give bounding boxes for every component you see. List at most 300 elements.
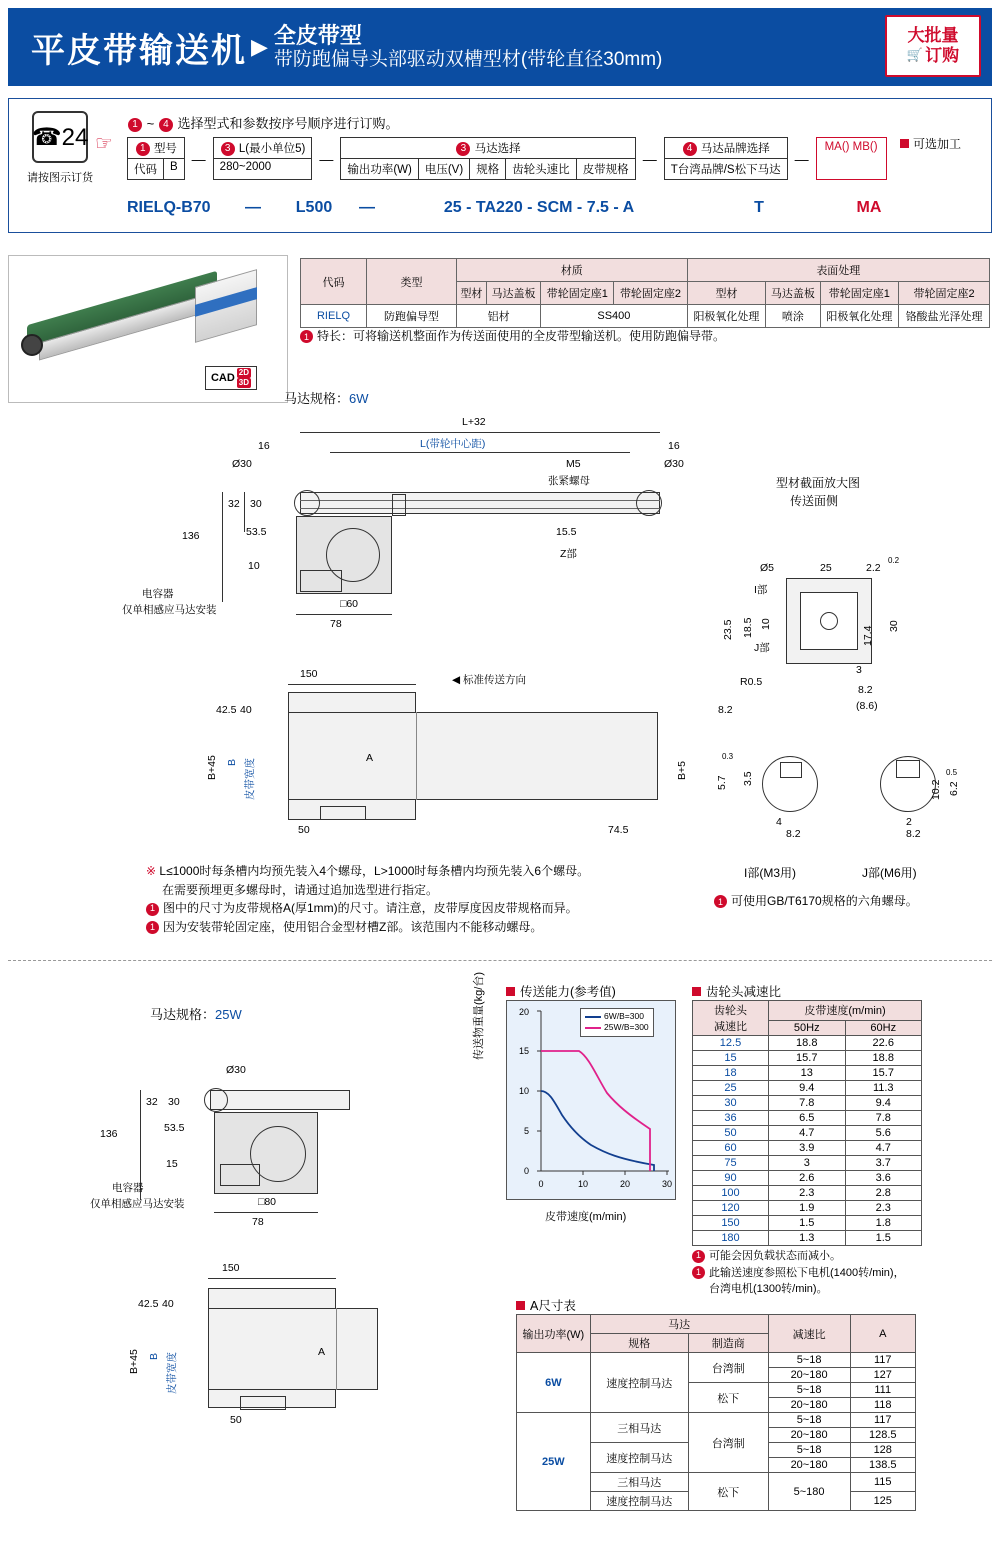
- mt-h2-7: 带轮固定座2: [899, 282, 990, 305]
- dim-dia30-right: Ø30: [664, 458, 684, 470]
- param-group-model: [127, 137, 185, 180]
- dim-16-right: 16: [668, 440, 680, 452]
- top-view-belt: [288, 712, 658, 800]
- legend-item-6w: [585, 1011, 649, 1022]
- svg-text:10: 10: [518, 1086, 529, 1096]
- motor-spec-label-6w: 马达规格：: [284, 391, 350, 406]
- dim-l-center: [420, 436, 485, 451]
- note-row-3: [146, 899, 589, 918]
- ratio-table-title: [692, 982, 781, 1000]
- square-bullet-icon-a: [516, 1301, 525, 1310]
- ratio-12-2: 1.8: [845, 1216, 922, 1231]
- ratio-13-0: 180: [693, 1231, 769, 1246]
- table-row: [693, 1231, 922, 1246]
- dim-15-5: 15.5: [556, 526, 577, 538]
- phone-order-icon-block: [23, 111, 97, 185]
- order-code-panel: [8, 98, 992, 233]
- param-group-length-title: L(最小单位5): [238, 143, 306, 155]
- ratio-3-0: 25: [693, 1081, 769, 1096]
- dim-50: 50: [298, 824, 310, 836]
- capacitor-note-2: 仅单相感应马达安装: [122, 604, 217, 616]
- step-badge-model: 1: [136, 142, 150, 156]
- a-ratio-25w-1: 20~180: [768, 1428, 850, 1443]
- dash-2: —: [319, 150, 334, 167]
- ratio-5-0: 36: [693, 1111, 769, 1126]
- a-ratio-6w-2: 5~18: [768, 1383, 850, 1398]
- standard-direction-note: [452, 672, 526, 687]
- table-row: [693, 1141, 922, 1156]
- top-view-split-25w: [336, 1308, 337, 1390]
- top-view-belt-25w: [208, 1308, 378, 1390]
- ratio-9-0: 90: [693, 1171, 769, 1186]
- ratio-h-speed: 皮带速度(m/min): [769, 1001, 922, 1021]
- svg-text:0: 0: [538, 1179, 544, 1189]
- ratio-h-60hz: 60Hz: [845, 1020, 922, 1035]
- subtitle-line2: 带防跑偏导头部驱动双槽型材(带轮直径30mm): [273, 48, 663, 70]
- a-val-25w-0: 117: [850, 1413, 916, 1428]
- ratio-5-1: 6.5: [769, 1111, 846, 1126]
- dim-42-5: 42.5: [216, 704, 237, 716]
- a-maker-6w-ps: 松下: [688, 1383, 768, 1413]
- ratio-12-0: 150: [693, 1216, 769, 1231]
- dim-zbu: Z部: [560, 548, 577, 560]
- ratio-0-0: 12.5: [693, 1036, 769, 1051]
- i-part-label: I部(M3用): [744, 866, 796, 880]
- optional-process-label: [900, 135, 961, 152]
- note-text-2: 在需要预埋更多螺母时，请通过追加选型进行指定。: [162, 882, 439, 897]
- dim-line-150: [288, 684, 416, 685]
- badge-line2: 订购: [925, 46, 960, 65]
- dim25-b: B: [148, 1352, 160, 1360]
- ratio-6-1: 4.7: [769, 1126, 846, 1141]
- ratio-note-1-text: 可能会因负载状态而减小。: [709, 1250, 841, 1262]
- j-dim-8-2d: 8.2: [906, 828, 921, 840]
- mt-h2-2: 带轮固定座1: [541, 282, 614, 305]
- pulley-graphic: [21, 334, 43, 356]
- a-spec-25w-2: 速度控制马达: [590, 1443, 688, 1473]
- ratio-8-2: 3.7: [845, 1156, 922, 1171]
- mt-h-code: 代码: [301, 259, 367, 305]
- brand-cell: T台湾品牌/S松下马达: [670, 164, 781, 176]
- param-group-motor-head: [341, 138, 634, 159]
- subtitle-line1: 全皮带型: [273, 22, 362, 48]
- mt-h-type: 类型: [367, 259, 457, 305]
- table-row: [693, 1096, 922, 1111]
- profile-dim-2-2: 2.2: [866, 562, 881, 574]
- sample-order-code: [127, 199, 899, 217]
- a-dimension-table: [516, 1314, 916, 1511]
- param-group-brand-head: [665, 138, 787, 159]
- ratio-2-2: 15.7: [845, 1066, 922, 1081]
- code-model: RIELQ-B70: [127, 199, 211, 216]
- j-dim-6-2: 6.2: [948, 781, 960, 796]
- cart-icon: 🛒: [906, 47, 924, 63]
- dim-10: 10: [248, 560, 260, 572]
- dim-40: 40: [240, 704, 252, 716]
- i-dim-3-5: 3.5: [742, 771, 754, 786]
- motor-cell-spec: 规格: [469, 159, 505, 179]
- ratio-9-1: 2.6: [769, 1171, 846, 1186]
- top-view-foot: [320, 806, 366, 820]
- dim-53-5: 53.5: [246, 526, 267, 538]
- ratio-note-3: [692, 1281, 992, 1298]
- capacitor-note25-2: 仅单相感应马达安装: [90, 1198, 185, 1210]
- direction-arrow-icon: ◀: [452, 674, 461, 686]
- belt-line-bottom: [300, 508, 660, 509]
- svg-text:20: 20: [518, 1007, 529, 1017]
- ratio-0-2: 22.6: [845, 1036, 922, 1051]
- svg-text:5: 5: [523, 1126, 529, 1136]
- ratio-11-0: 120: [693, 1201, 769, 1216]
- ratio-h-gear-l1: 齿轮头: [714, 1005, 747, 1017]
- motor-spec-value-6w: 6W: [349, 391, 369, 406]
- cad-label: CAD: [210, 372, 235, 384]
- length-range-cell: 280~2000: [219, 161, 272, 173]
- mt-type: 防跑偏导型: [367, 305, 457, 328]
- a-maker-25w-ps: 松下: [688, 1473, 768, 1511]
- note-bullet-icon-4: 1: [692, 1250, 705, 1263]
- note-bullet-icon-3: 1: [146, 921, 159, 934]
- ratio-note-1: [692, 1248, 992, 1265]
- param-group-model-head: [128, 138, 184, 159]
- a-table-title-text: A尺寸表: [530, 1299, 576, 1313]
- dash-3: —: [642, 150, 657, 167]
- a-h-power: 输出功率(W): [517, 1315, 591, 1353]
- ratio-2-0: 18: [693, 1066, 769, 1081]
- dim-dia30-left: Ø30: [232, 458, 252, 470]
- direction-text: 标准传送方向: [463, 674, 526, 686]
- ratio-6-2: 5.6: [845, 1126, 922, 1141]
- step-badge-motor: 3: [456, 142, 470, 156]
- motor-cell-ratio: 齿轮头速比: [505, 159, 576, 179]
- legend-swatch-6w-icon: [585, 1016, 601, 1018]
- profile-dim-d5: Ø5: [760, 562, 775, 574]
- param-group-length: [213, 137, 313, 180]
- svg-text:30: 30: [661, 1179, 673, 1189]
- ratio-4-1: 7.8: [769, 1096, 846, 1111]
- mt-surf-1: 阳极氧化处理: [687, 305, 766, 328]
- product-photo: [8, 255, 288, 403]
- step-badge-length: 3: [221, 142, 235, 156]
- i-dim-4: 4: [776, 816, 782, 828]
- mt-surf-4: 铬酸盐光泽处理: [899, 305, 990, 328]
- ratio-11-2: 2.3: [845, 1201, 922, 1216]
- ratio-1-1: 15.7: [769, 1051, 846, 1066]
- table-row: [693, 1051, 922, 1066]
- table-row: [693, 1201, 922, 1216]
- a-ratio-6w-0: 5~18: [768, 1353, 850, 1368]
- title-arrow-icon: ▶: [251, 34, 268, 59]
- dim-150: 150: [300, 668, 318, 680]
- badge-line1: 大批量: [907, 26, 959, 46]
- dim25-40: 40: [162, 1298, 174, 1310]
- dim-b: B: [226, 758, 238, 766]
- profile-dim-30c: 30: [888, 620, 900, 632]
- z-part-box: [392, 494, 406, 516]
- dim-line-32: [244, 492, 245, 532]
- ratio-13-1: 1.3: [769, 1231, 846, 1246]
- cad-2d-tag: 2D: [238, 367, 250, 377]
- dim-line-l32: [300, 432, 660, 433]
- j-detail-slot: [896, 760, 920, 778]
- note-bullet-icon: 1: [300, 330, 313, 343]
- notes-block: [146, 862, 589, 936]
- material-table: [300, 258, 990, 328]
- a-ratio-25w-4: 5~180: [768, 1473, 850, 1511]
- square-bullet-icon: [900, 139, 909, 148]
- profile-j-part: J部: [754, 642, 770, 654]
- page-header: [8, 8, 992, 86]
- profile-dim-8-2a: 8.2: [858, 684, 873, 696]
- mt-h2-3: 带轮固定座2: [614, 282, 687, 305]
- dim25-line-78: [214, 1212, 318, 1213]
- dim-tension-nut: 张紧螺母: [548, 475, 590, 487]
- motor-cell-voltage: 电压(V): [418, 159, 469, 179]
- mt-h-surface: 表面处理: [687, 259, 989, 282]
- a-h-motor: 马达: [590, 1315, 768, 1334]
- svg-text:0: 0: [523, 1166, 529, 1176]
- pulley-25w: [204, 1088, 228, 1112]
- mt-surf-3: 阳极氧化处理: [820, 305, 899, 328]
- a-h-ratio: 减速比: [768, 1315, 850, 1353]
- table-row: [693, 1126, 922, 1141]
- ratio-note-3-text: 台湾电机(1300转/min)。: [709, 1283, 828, 1295]
- note-text-4: 因为安装带轮固定座，使用铝合金型材槽Z部。该范围内不能移动螺母。: [163, 919, 543, 934]
- a-ratio-25w-3: 20~180: [768, 1458, 850, 1473]
- dim-b5: B+5: [676, 761, 688, 780]
- dim25-dia30: Ø30: [226, 1064, 246, 1076]
- motor-spec-6w: [284, 388, 369, 407]
- param-group-brand: [664, 137, 788, 180]
- dim25-b45: B+45: [128, 1349, 140, 1374]
- pointing-hand-icon: ☞: [95, 133, 113, 155]
- a-header-row-1: [517, 1315, 916, 1334]
- asterisk-icon: ※: [146, 864, 157, 878]
- ratio-1-0: 15: [693, 1051, 769, 1066]
- table-row: [693, 1111, 922, 1126]
- dim25-15: 15: [166, 1158, 178, 1170]
- profile-tol-02: 0.2: [888, 556, 900, 565]
- param-group-motor: [340, 137, 635, 180]
- ratio-note-2-text: 此输送速度参照松下电机(1400转/min)，: [709, 1266, 905, 1279]
- dim-74-5: 74.5: [608, 824, 629, 836]
- profile-bore: [820, 612, 838, 630]
- dim-136: 136: [182, 530, 200, 542]
- section-divider: [8, 960, 992, 961]
- mt-mat-alum: 铝材: [457, 305, 541, 328]
- svg-text:20: 20: [619, 1179, 631, 1189]
- profile-dim-25: 25: [820, 562, 832, 574]
- ratio-4-2: 9.4: [845, 1096, 922, 1111]
- table-row: [693, 1066, 922, 1081]
- dim-line-136: [222, 492, 223, 602]
- mt-h-material: 材质: [457, 259, 688, 282]
- chart-title: [506, 982, 616, 1000]
- param-group-model-title: 型号: [153, 143, 177, 155]
- dim25-sq80: □80: [258, 1196, 277, 1208]
- table-row: [693, 1156, 922, 1171]
- dim-letter-a: A: [366, 752, 374, 764]
- dash-4: —: [794, 150, 809, 167]
- ratio-header-row-1: [693, 1001, 922, 1021]
- ratio-table-title-text: 齿轮头减速比: [706, 985, 782, 999]
- note-text-3: 图中的尺寸为皮带规格A(厚1mm)的尺寸。请注意，皮带厚度因皮带规格而异。: [163, 901, 578, 916]
- ratio-3-1: 9.4: [769, 1081, 846, 1096]
- capacitor-note-1: 电容器: [142, 588, 174, 600]
- mt-surf-2: 喷涂: [766, 305, 820, 328]
- a-val-6w-3: 118: [850, 1398, 916, 1413]
- step-badge-4: 4: [159, 118, 173, 132]
- pulley-left-circle: [294, 490, 320, 516]
- profile-dim-10b: 10: [760, 618, 772, 630]
- step-badge-1: 1: [128, 118, 142, 132]
- model-cell-b: B: [163, 159, 184, 179]
- dim-line-78: [296, 614, 392, 615]
- profile-title-1: 型材截面放大图: [776, 476, 861, 490]
- capacitor-note25-1: 电容器: [112, 1182, 144, 1194]
- table-row: [693, 1186, 922, 1201]
- a-ratio-25w-2: 5~18: [768, 1443, 850, 1458]
- top-view-foot-25w: [240, 1396, 286, 1410]
- ratio-h-50hz: 50Hz: [769, 1020, 846, 1035]
- a-maker-25w-tw: 台湾制: [688, 1413, 768, 1473]
- a-ratio-6w-3: 20~180: [768, 1398, 850, 1413]
- material-data-row: [301, 305, 990, 328]
- code-length: L500: [295, 199, 333, 216]
- profile-dim-17-4: 17.4: [862, 625, 874, 646]
- a-spec-25w-0: 三相马达: [590, 1413, 688, 1443]
- a-h-maker: 制造商: [688, 1334, 768, 1353]
- profile-dim-r05: R0.5: [740, 676, 763, 688]
- code-option: MA: [856, 199, 882, 216]
- motor-spec-label-25w: 马达规格：: [150, 1007, 216, 1022]
- phone-24h-icon: ☎24: [32, 111, 88, 163]
- code-brand: T: [754, 199, 764, 216]
- ratio-9-2: 3.6: [845, 1171, 922, 1186]
- cad-3d-tag: 3D: [238, 378, 250, 387]
- ratio-10-1: 2.3: [769, 1186, 846, 1201]
- ratio-7-1: 3.9: [769, 1141, 846, 1156]
- a-val-6w-2: 111: [850, 1383, 916, 1398]
- j-tol-05: 0.5: [946, 768, 958, 777]
- ratio-8-1: 3: [769, 1156, 846, 1171]
- j-dim-2: 2: [906, 816, 912, 828]
- table-row: [693, 1081, 922, 1096]
- hex-nut-note: [714, 892, 918, 909]
- motor-cell-belt: 皮带规格: [576, 159, 635, 179]
- ratio-11-1: 1.9: [769, 1201, 846, 1216]
- a-ratio-25w-0: 5~18: [768, 1413, 850, 1428]
- dim25-32: 32: [146, 1096, 158, 1108]
- dim25-50: 50: [230, 1414, 242, 1426]
- mt-h2-4: 型材: [687, 282, 766, 305]
- a-h-a: A: [850, 1315, 916, 1353]
- param-group-brand-title: 马达品牌选择: [700, 143, 770, 155]
- code-dash-1: —: [245, 199, 261, 216]
- dim-78: 78: [330, 618, 342, 630]
- param-group-option: [816, 137, 887, 180]
- j-dim-10-2: 10.2: [930, 779, 942, 800]
- a-h-spec: 规格: [590, 1334, 688, 1353]
- profile-dim-8-2b: 8.2: [718, 704, 733, 716]
- a-val-6w-0: 117: [850, 1353, 916, 1368]
- ratio-10-2: 2.8: [845, 1186, 922, 1201]
- ratio-note-2: [692, 1265, 992, 1282]
- chart-legend: [580, 1008, 654, 1037]
- a-val-25w-1: 128.5: [850, 1428, 916, 1443]
- ratio-h-gear-l2: 减速比: [714, 1021, 747, 1033]
- dim-l32: L+32: [462, 416, 486, 428]
- a-spec-25w-5: 速度控制马达: [590, 1492, 688, 1511]
- profile-dim-23-5: 23.5: [722, 619, 734, 640]
- optional-process-text: 可选加工: [912, 137, 961, 151]
- ratio-0-1: 18.8: [769, 1036, 846, 1051]
- a-spec-6w: 速度控制马达: [590, 1353, 688, 1413]
- dim-32: 32: [228, 498, 240, 510]
- dim25-belt-width: 皮带宽度: [166, 1352, 178, 1394]
- dim25-letter-a: A: [318, 1346, 326, 1358]
- order-instruction: [127, 113, 398, 132]
- mt-h2-6: 带轮固定座1: [820, 282, 899, 305]
- header-subtitle: [274, 23, 662, 71]
- profile-dim-18-5: 18.5: [742, 617, 754, 638]
- option-cell: MA() MB(): [824, 141, 878, 153]
- i-tol-03: 0.3: [722, 752, 734, 761]
- top-view-split: [416, 712, 417, 800]
- motor-cell-power: 输出功率(W): [347, 164, 412, 176]
- bulk-order-badge[interactable]: [885, 15, 981, 77]
- a-ratio-6w-1: 20~180: [768, 1368, 850, 1383]
- mt-h2-1: 马达盖板: [486, 282, 540, 305]
- i-dim-8-2c: 8.2: [786, 828, 801, 840]
- dim25-42-5: 42.5: [138, 1298, 159, 1310]
- dim-sq60: □60: [340, 598, 359, 610]
- dim25-78: 78: [252, 1216, 264, 1228]
- profile-i-part: I部: [754, 584, 768, 596]
- table-row: [693, 1216, 922, 1231]
- phone-order-caption: 请按图示订货: [27, 172, 93, 184]
- cad-badge[interactable]: [205, 366, 257, 390]
- motor-spec-value-25w: 25W: [215, 1007, 242, 1022]
- a-val-25w-4: 115: [850, 1473, 916, 1492]
- square-bullet-icon-chart: [506, 987, 515, 996]
- dim-m5: M5: [566, 458, 581, 470]
- table-row: [693, 1036, 922, 1051]
- note-row-4: [146, 918, 589, 937]
- chart-x-axis-label: 皮带速度(m/min): [545, 1211, 627, 1223]
- a-val-25w-5: 125: [850, 1492, 916, 1511]
- note-row-1: [146, 862, 589, 881]
- dim25-53-5: 53.5: [164, 1122, 185, 1134]
- i-detail-slot: [780, 762, 802, 778]
- j-part-label: J部(M6用): [862, 866, 917, 880]
- badge-line2-wrap: [907, 46, 959, 66]
- a-val-6w-1: 127: [850, 1368, 916, 1383]
- ratio-3-2: 11.3: [845, 1081, 922, 1096]
- dim-30: 30: [250, 498, 262, 510]
- a-spec-25w-4: 三相马达: [590, 1473, 688, 1492]
- dim-l-center-text: L(带轮中心距): [420, 438, 486, 450]
- chart-y-axis-label: 传送物重量(kg/台): [473, 972, 485, 1060]
- note-row-2: [146, 881, 589, 900]
- ratio-8-0: 75: [693, 1156, 769, 1171]
- code-motor: 25 - TA220 - SCM - 7.5 - A: [443, 199, 635, 216]
- gear-ratio-table: [692, 1000, 922, 1246]
- belt-line-top: [300, 500, 660, 501]
- ratio-10-0: 100: [693, 1186, 769, 1201]
- mt-mat-ss400: SS400: [541, 305, 687, 328]
- chart-title-text: 传送能力(参考值): [520, 985, 616, 999]
